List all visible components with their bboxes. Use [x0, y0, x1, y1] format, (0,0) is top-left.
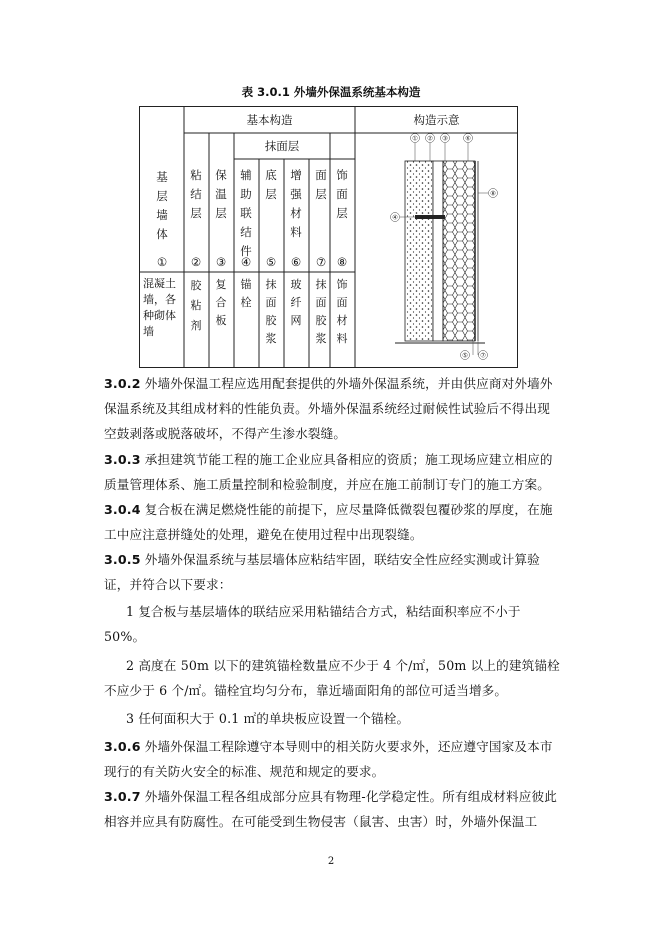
column-content-2: 胶 粘 剂 — [190, 279, 202, 332]
page-number: 2 — [327, 856, 335, 867]
column-header-2: 粘 结 层 — [190, 168, 202, 220]
section-3-0-3: 3.0.3 承担建筑节能工程的施工企业应具备相应的资质；施工现场应建立相应的质量管理体系、施工质量控制和检验制度，并应在施工前制订专门的施工方案。 — [104, 452, 553, 492]
column-header-4: 辅 助 联 结 件 — [240, 168, 252, 258]
section-3-0-2: 3.0.2 外墙外保温工程应选用配套提供的外墙外保温系统，并由供应商对外墙外保温系统及其组成材料的性能负责。外墙外保温系统经过耐候性试验后不得出现空鼓剥落或脱落破坏，不得产生渗水裂缝。 — [104, 376, 553, 441]
diagram-label-3: ③ — [442, 134, 448, 143]
adhesive-layer — [433, 161, 443, 341]
diagram-label-4: ④ — [392, 213, 398, 222]
column-number-4: ④ — [240, 255, 252, 269]
column-header-5: 底 层 — [265, 168, 277, 201]
section-3-0-6: 3.0.6 外墙外保温工程除遵守本导则中的相关防火要求外，还应遵守国家及本市现行的有关防火安全的标准、规范和规定的要求。 — [104, 739, 553, 779]
column-number-8: ⑧ — [336, 255, 348, 269]
column-header-1: 基 层 墙 体 — [156, 170, 168, 241]
column-header-3: 保 温 层 — [215, 168, 227, 220]
column-number-5: ⑤ — [265, 255, 277, 269]
item-2: 2 高度在 50m 以下的建筑锚栓数量应不少于 4 个/㎡，50m 以上的建筑锚栓不应少于 6 个/㎡。锚栓宜均匀分布，靠近墙面阳角的部位可适当增多。 — [104, 658, 560, 698]
header-plaster: 抹面层 — [264, 139, 300, 153]
construction-diagram — [355, 133, 518, 368]
diagram-label-1: ① — [412, 134, 418, 143]
column-content-4: 锚 栓 — [240, 278, 252, 309]
diagram-label-8: ⑧ — [490, 189, 496, 198]
column-number-6: ⑥ — [290, 255, 302, 269]
column-content-3: 复 合 板 — [215, 278, 227, 327]
diagram-label-2: ② — [427, 134, 433, 143]
header-basic: 基本构造 — [246, 113, 293, 127]
construction-table — [139, 106, 518, 368]
column-content-8: 饰 面 材 料 — [336, 278, 348, 345]
column-number-7: ⑦ — [315, 255, 327, 269]
column-content-1: 混凝土 墙，各 种砌体 墙 — [143, 277, 176, 338]
column-content-5: 抹 面 胶 浆 — [265, 278, 277, 345]
section-3-0-4: 3.0.4 复合板在满足燃烧性能的前提下，应尽量降低微裂包覆砂浆的厚度，在施工中应注意拼缝处的处理，避免在使用过程中出现裂缝。 — [104, 502, 553, 542]
column-header-8: 饰 面 层 — [336, 168, 348, 220]
diagram-label-6: ⑥ — [465, 134, 471, 143]
anchor-bolt — [415, 215, 445, 219]
column-number-1: ① — [156, 255, 168, 269]
column-content-6: 玻 纤 网 — [290, 278, 302, 327]
column-header-6: 增 强 材 料 — [290, 168, 302, 239]
section-3-0-5: 3.0.5 外墙外保温系统与基层墙体应粘结牢固，联结安全性应经实测或计算验证，并符合以下要求： — [104, 552, 540, 592]
column-number-2: ② — [190, 255, 202, 269]
column-number-3: ③ — [215, 255, 227, 269]
column-content-7: 抹 面 胶 浆 — [315, 278, 327, 345]
header-diagram: 构造示意 — [413, 113, 460, 127]
column-header-7: 面 层 — [315, 168, 327, 201]
item-1: 1 复合板与基层墙体的联结应采用粘锚结合方式，粘结面积率应不小于50%。 — [104, 604, 521, 644]
insulation-layer — [443, 161, 475, 341]
diagram-label-7: ⑦ — [480, 351, 486, 360]
section-3-0-7: 3.0.7 外墙外保温工程各组成部分应具有物理-化学稳定性。所有组成材料应彼此相容并应具有防腐性。在可能受到生物侵害（鼠害、虫害）时，外墙外保温工 — [104, 789, 557, 829]
diagram-label-5: ⑤ — [462, 351, 468, 360]
table-caption: 表 3.0.1 外墙外保温系统基本构造 — [241, 85, 421, 99]
item-3: 3 任何面积大于 0.1 ㎡的单块板应设置一个锚栓。 — [126, 711, 410, 726]
base-wall-layer — [405, 161, 433, 341]
